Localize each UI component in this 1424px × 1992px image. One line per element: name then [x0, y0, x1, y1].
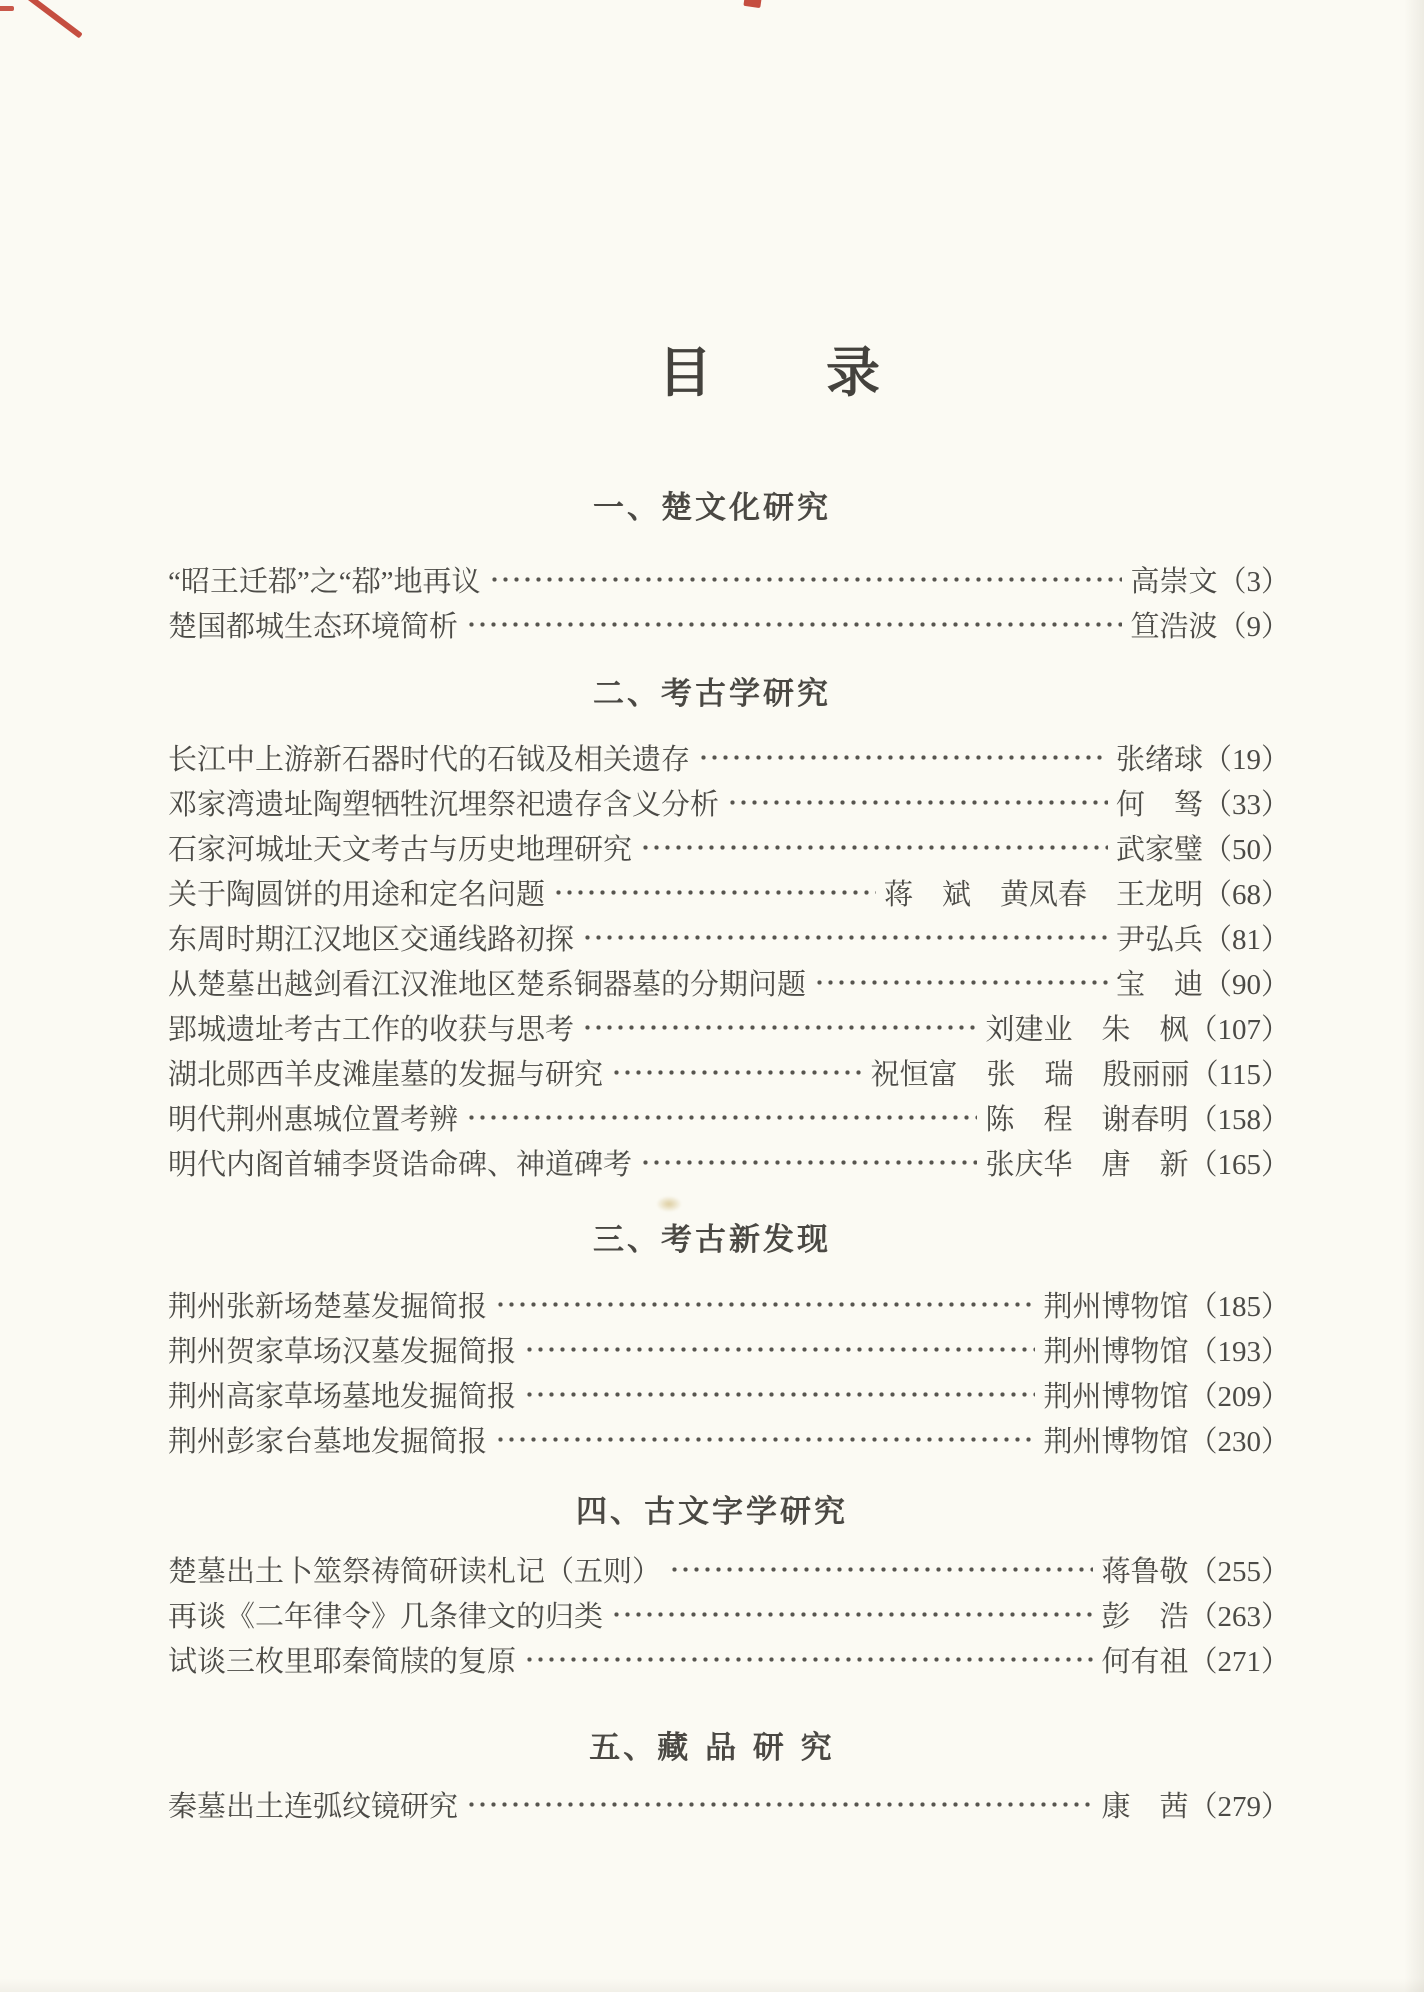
- toc-entry: [168, 1095, 1290, 1140]
- entry-page-number: （185）: [1188, 1291, 1290, 1323]
- entry-title: 荆州张新场楚墓发掘简报: [168, 1291, 488, 1323]
- entry-author: 张绪球: [1115, 744, 1203, 776]
- entry-page-number: （19）: [1202, 744, 1290, 776]
- page-edge-shadow: [1404, 0, 1424, 1992]
- entry-page-number: （90）: [1202, 969, 1290, 1001]
- entry-author: 康 茜: [1101, 1791, 1189, 1823]
- section-heading-3: 三、考古新发现: [593, 1222, 831, 1258]
- section-heading-5: 五、藏 品 研 究: [589, 1730, 835, 1766]
- dot-leader: [667, 1547, 1093, 1592]
- toc-entry: [168, 1140, 1290, 1185]
- dot-leader: [725, 780, 1108, 825]
- entry-title: 郢城遗址考古工作的收获与思考: [168, 1014, 575, 1046]
- entry-author: 尹弘兵: [1115, 924, 1203, 956]
- entry-title: 从楚墓出越剑看江汉淮地区楚系铜器墓的分期问题: [168, 969, 807, 1001]
- dot-leader: [609, 1050, 863, 1095]
- entry-page-number: （193）: [1188, 1336, 1290, 1368]
- toc-entry: [168, 870, 1290, 915]
- entry-page-number: （50）: [1202, 834, 1290, 866]
- toc-entry: [168, 1782, 1290, 1827]
- entry-author: 蒋 斌 黄凤春 王龙明: [883, 879, 1203, 911]
- entry-title: “昭王迁鄀”之“鄀”地再议: [168, 566, 481, 598]
- toc-entry: [168, 735, 1290, 780]
- entry-page-number: （255）: [1188, 1556, 1290, 1588]
- entry-author: 高崇文: [1130, 566, 1218, 598]
- entry-author: 刘建业 朱 枫: [985, 1014, 1189, 1046]
- dot-leader: [493, 1417, 1035, 1462]
- entry-page-number: （3）: [1217, 566, 1290, 598]
- entry-page-number: （68）: [1202, 879, 1290, 911]
- scan-artifact-corner: [26, 0, 82, 39]
- entry-title: 邓家湾遗址陶塑牺牲沉埋祭祀遗存含义分析: [168, 789, 720, 821]
- section-entries-2: [168, 735, 1290, 1185]
- dot-leader: [580, 915, 1108, 960]
- entry-author: 祝恒富 张 瑞 殷丽丽: [870, 1059, 1190, 1091]
- entry-page-number: （81）: [1202, 924, 1290, 956]
- paper-smudge: [656, 1196, 682, 1212]
- dot-leader: [522, 1637, 1093, 1682]
- entry-title: 试谈三枚里耶秦简牍的复原: [168, 1646, 517, 1678]
- section-entries-1: [168, 557, 1290, 647]
- entry-author: 荆州博物馆: [1043, 1336, 1189, 1368]
- entry-author: 蒋鲁敬: [1101, 1556, 1189, 1588]
- entry-title: 楚国都城生态环境简析: [168, 611, 459, 643]
- toc-entry: [168, 1592, 1290, 1637]
- entry-title: 石家河城址天文考古与历史地理研究: [168, 834, 633, 866]
- toc-entry: [168, 1372, 1290, 1417]
- toc-entry: [168, 960, 1290, 1005]
- entry-author: 何有祖: [1101, 1646, 1189, 1678]
- dot-leader: [487, 557, 1123, 602]
- section-entries-3: [168, 1282, 1290, 1462]
- entry-author: 荆州博物馆: [1043, 1381, 1189, 1413]
- entry-author: 宝 迪: [1115, 969, 1203, 1001]
- toc-entry: [168, 1282, 1290, 1327]
- entry-page-number: （158）: [1188, 1104, 1290, 1136]
- entry-page-number: （115）: [1189, 1059, 1290, 1091]
- entry-title: 明代内阁首辅李贤诰命碑、神道碑考: [168, 1149, 633, 1181]
- entry-title: 湖北郧西羊皮滩崖墓的发掘与研究: [168, 1059, 604, 1091]
- dot-leader: [464, 1782, 1093, 1827]
- entry-page-number: （107）: [1188, 1014, 1290, 1046]
- entry-author: 武家璧: [1115, 834, 1203, 866]
- dot-leader: [493, 1282, 1035, 1327]
- scan-artifact-top-edge: [743, 0, 761, 8]
- entry-title: 长江中上游新石器时代的石钺及相关遗存: [168, 744, 691, 776]
- entry-title: 秦墓出土连弧纹镜研究: [168, 1791, 459, 1823]
- entry-title: 楚墓出土卜筮祭祷简研读札记（五则）: [168, 1556, 662, 1588]
- dot-leader: [812, 960, 1108, 1005]
- entry-author: 笪浩波: [1130, 611, 1218, 643]
- entry-page-number: （9）: [1217, 611, 1290, 643]
- entry-title: 荆州高家草场墓地发掘简报: [168, 1381, 517, 1413]
- dot-leader: [551, 870, 876, 915]
- page-title: 目 录: [658, 343, 882, 403]
- page-bottom-shadow: [0, 1978, 1424, 1992]
- entry-title: 再谈《二年律令》几条律文的归类: [168, 1601, 604, 1633]
- toc-entry: [168, 1637, 1290, 1682]
- toc-entry: [168, 780, 1290, 825]
- entry-title: 明代荆州惠城位置考辨: [168, 1104, 459, 1136]
- dot-leader: [522, 1327, 1035, 1372]
- dot-leader: [638, 1140, 977, 1185]
- entry-title: 荆州贺家草场汉墓发掘简报: [168, 1336, 517, 1368]
- dot-leader: [609, 1592, 1093, 1637]
- entry-author: 荆州博物馆: [1043, 1426, 1189, 1458]
- entry-title: 东周时期江汉地区交通线路初探: [168, 924, 575, 956]
- section-heading-4: 四、古文字学研究: [576, 1494, 848, 1530]
- toc-entry: [168, 825, 1290, 870]
- entry-page-number: （33）: [1202, 789, 1290, 821]
- toc-entry: [168, 602, 1290, 647]
- section-entries-4: [168, 1547, 1290, 1682]
- dot-leader: [464, 1095, 977, 1140]
- dot-leader: [464, 602, 1122, 647]
- entry-author: 张庆华 唐 新: [985, 1149, 1189, 1181]
- entry-author: 荆州博物馆: [1043, 1291, 1189, 1323]
- section-heading-1: 一、楚文化研究: [593, 490, 831, 526]
- dot-leader: [696, 735, 1108, 780]
- entry-page-number: （165）: [1188, 1149, 1290, 1181]
- toc-entry: [168, 1547, 1290, 1592]
- toc-entry: [168, 1050, 1290, 1095]
- entry-page-number: （279）: [1188, 1791, 1290, 1823]
- section-heading-2: 二、考古学研究: [593, 676, 831, 712]
- section-entries-5: [168, 1782, 1290, 1827]
- toc-entry: [168, 1417, 1290, 1462]
- dot-leader: [522, 1372, 1035, 1417]
- dot-leader: [638, 825, 1108, 870]
- entry-page-number: （230）: [1188, 1426, 1290, 1458]
- dot-leader: [580, 1005, 977, 1050]
- entry-title: 关于陶圆饼的用途和定名问题: [168, 879, 546, 911]
- entry-author: 彭 浩: [1101, 1601, 1189, 1633]
- entry-author: 何 驽: [1115, 789, 1203, 821]
- entry-page-number: （209）: [1188, 1381, 1290, 1413]
- entry-page-number: （271）: [1188, 1646, 1290, 1678]
- entry-author: 陈 程 谢春明: [985, 1104, 1189, 1136]
- entry-page-number: （263）: [1188, 1601, 1290, 1633]
- toc-entry: [168, 1327, 1290, 1372]
- entry-title: 荆州彭家台墓地发掘简报: [168, 1426, 488, 1458]
- toc-entry: [168, 1005, 1290, 1050]
- toc-entry: [168, 915, 1290, 960]
- toc-entry: [168, 557, 1290, 602]
- scan-artifact-left-edge: [0, 6, 14, 11]
